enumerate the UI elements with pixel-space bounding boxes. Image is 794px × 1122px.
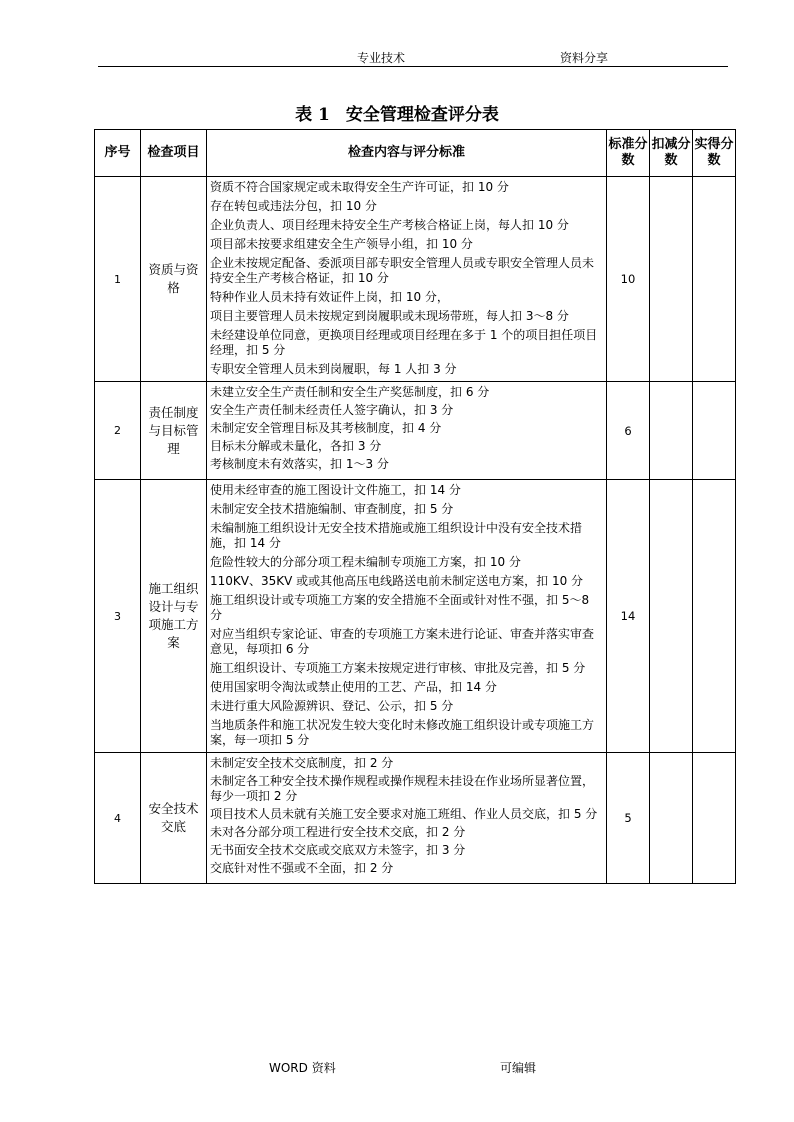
col-header-standard: 标准分数 (607, 130, 650, 177)
row-standard-score: 10 (607, 177, 650, 382)
criterion: 无书面安全技术交底或交底双方未签字，扣 3 分 (210, 843, 466, 857)
table-number: 表 1 (295, 105, 330, 125)
criterion: 存在转包或违法分包，扣 10 分 (210, 199, 377, 213)
table-row (95, 382, 736, 480)
criterion: 未进行重大风险源辨识、登记、公示，扣 5 分 (210, 699, 454, 713)
col-header-actual: 实得分数 (693, 130, 736, 177)
criterion: 企业未按规定配备、委派项目部专职安全管理人员或专职安全管理人员未持安全生产考核合格证，扣 10 分 (210, 256, 595, 285)
header-right-text: 资料分享 (560, 51, 609, 65)
row-deduct-score[interactable] (650, 177, 693, 382)
table-row (95, 177, 736, 382)
footer-left-text: WORD 资料 (269, 1061, 336, 1075)
criterion: 项目部未按要求组建安全生产领导小组，扣 10 分 (210, 237, 473, 251)
criterion: 施工组织设计、专项施工方案未按规定进行审核、审批及完善，扣 5 分 (210, 661, 586, 675)
row-item: 资质与资格 (141, 177, 207, 382)
table-header-row (95, 130, 736, 177)
row-criteria (207, 382, 607, 480)
criterion: 企业负责人、项目经理未持安全生产考核合格证上岗，每人扣 10 分 (210, 218, 569, 232)
table-title: 安全管理检查评分表 (345, 105, 499, 125)
row-standard-score: 14 (607, 480, 650, 753)
criterion: 项目技术人员未就有关施工安全要求对施工班组、作业人员交底，扣 5 分 (210, 807, 598, 821)
criterion: 安全生产责任制未经责任人签字确认，扣 3 分 (210, 403, 454, 417)
criterion: 未编制施工组织设计无安全技术措施或施工组织设计中没有安全技术措施，扣 14 分 (210, 521, 583, 550)
row-standard-score: 6 (607, 382, 650, 480)
row-item: 安全技术交底 (141, 753, 207, 884)
row-actual-score[interactable] (693, 480, 736, 753)
criterion: 考核制度未有效落实，扣 1～3 分 (210, 457, 389, 471)
row-actual-score[interactable] (693, 753, 736, 884)
criterion: 施工组织设计或专项施工方案的安全措施不全面或针对性不强，扣 5～8 分 (210, 593, 590, 622)
row-actual-score[interactable] (693, 382, 736, 480)
col-header-item: 检查项目 (141, 130, 207, 177)
criterion: 未对各分部分项工程进行安全技术交底，扣 2 分 (210, 825, 466, 839)
criterion: 专职安全管理人员未到岗履职，每 1 人扣 3 分 (210, 362, 457, 376)
criterion: 项目主要管理人员未按规定到岗履职或未现场带班，每人扣 3～8 分 (210, 309, 569, 323)
criterion: 110KV、35KV 或或其他高压电线路送电前未制定送电方案，扣 10 分 (210, 574, 584, 588)
row-actual-score[interactable] (693, 177, 736, 382)
score-table (94, 129, 736, 884)
footer-right-text: 可编辑 (500, 1061, 537, 1075)
criterion: 未制定安全管理目标及其考核制度，扣 4 分 (210, 421, 442, 435)
criterion: 未制定安全技术措施编制、审查制度，扣 5 分 (210, 502, 454, 516)
criterion: 未制定各工种安全技术操作规程或操作规程未挂设在作业场所显著位置，每少一项扣 2 分 (210, 774, 595, 803)
criterion: 特种作业人员未持有效证件上岗，扣 10 分， (210, 290, 449, 304)
criterion: 未制定安全技术交底制度，扣 2 分 (210, 756, 394, 770)
row-deduct-score[interactable] (650, 480, 693, 753)
row-item: 施工组织设计与专项施工方案 (141, 480, 207, 753)
col-header-seq: 序号 (95, 130, 141, 177)
table-row (95, 753, 736, 884)
criterion: 目标未分解或未量化，各扣 3 分 (210, 439, 382, 453)
row-seq: 1 (95, 177, 141, 382)
criterion: 危险性较大的分部分项工程未编制专项施工方案，扣 10 分 (210, 555, 521, 569)
criterion: 交底针对性不强或不全面，扣 2 分 (210, 861, 394, 875)
row-standard-score: 5 (607, 753, 650, 884)
header-divider (98, 66, 728, 67)
header-left-text: 专业技术 (357, 51, 406, 65)
row-item: 责任制度与目标管理 (141, 382, 207, 480)
page-title (0, 100, 794, 125)
col-header-deduct: 扣减分数 (650, 130, 693, 177)
criterion: 未经建设单位同意，更换项目经理或项目经理在多于 1 个的项目担任项目经理，扣 5 分 (210, 328, 598, 357)
criterion: 未建立安全生产责任制和安全生产奖惩制度，扣 6 分 (210, 385, 490, 399)
criterion: 使用未经审查的施工图设计文件施工，扣 14 分 (210, 483, 461, 497)
row-deduct-score[interactable] (650, 382, 693, 480)
row-seq: 3 (95, 480, 141, 753)
criterion: 使用国家明令淘汰或禁止使用的工艺、产品，扣 14 分 (210, 680, 497, 694)
table-row (95, 480, 736, 753)
row-deduct-score[interactable] (650, 753, 693, 884)
criterion: 当地质条件和施工状况发生较大变化时未修改施工组织设计或专项施工方案，每一项扣 5 分 (210, 718, 595, 747)
row-criteria (207, 480, 607, 753)
row-criteria (207, 177, 607, 382)
col-header-content: 检查内容与评分标准 (207, 130, 607, 177)
row-criteria (207, 753, 607, 884)
row-seq: 2 (95, 382, 141, 480)
row-seq: 4 (95, 753, 141, 884)
criterion: 资质不符合国家规定或未取得安全生产许可证，扣 10 分 (210, 180, 509, 194)
criterion: 对应当组织专家论证、审查的专项施工方案未进行论证、审查并落实审查意见，每项扣 6 分 (210, 627, 595, 656)
